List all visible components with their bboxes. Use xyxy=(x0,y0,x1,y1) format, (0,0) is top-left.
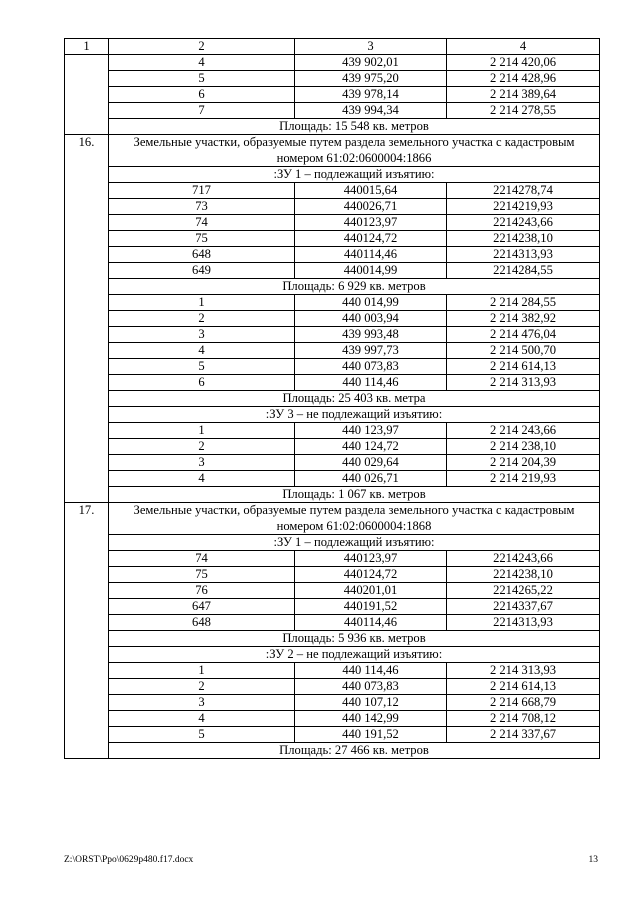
coord-y: 2214313,93 xyxy=(447,247,600,263)
coord-y: 2214243,66 xyxy=(447,551,600,567)
point-number: 5 xyxy=(109,359,295,375)
area-label: Площадь: 25 403 кв. метра xyxy=(109,391,600,407)
coord-y: 2 214 313,93 xyxy=(447,663,600,679)
table-row xyxy=(65,439,600,455)
coord-y: 2 214 500,70 xyxy=(447,343,600,359)
table-row xyxy=(65,263,600,279)
table-row xyxy=(65,343,600,359)
area-label: Площадь: 1 067 кв. метров xyxy=(109,487,600,503)
point-number: 1 xyxy=(109,423,295,439)
section-number: 16. xyxy=(65,135,109,503)
point-number: 2 xyxy=(109,311,295,327)
table-row xyxy=(65,215,600,231)
coord-x: 439 978,14 xyxy=(295,87,447,103)
coord-y: 2 214 389,64 xyxy=(447,87,600,103)
section-title: Земельные участки, образуемые путем раздела земельного участка с кадастровым номером 61:02:0600004:1868 xyxy=(109,503,600,535)
table-row xyxy=(65,183,600,199)
coord-y: 2 214 428,96 xyxy=(447,71,600,87)
table-row xyxy=(65,663,600,679)
point-number: 717 xyxy=(109,183,295,199)
section-number-cell xyxy=(65,55,109,135)
coord-y: 2 214 219,93 xyxy=(447,471,600,487)
area-label: Площадь: 27 466 кв. метров xyxy=(109,743,600,759)
coord-x: 440 114,46 xyxy=(295,663,447,679)
coord-x: 440 014,99 xyxy=(295,295,447,311)
coord-x: 440124,72 xyxy=(295,567,447,583)
point-number: 3 xyxy=(109,695,295,711)
coord-x: 440 073,83 xyxy=(295,359,447,375)
coord-y: 2 214 238,10 xyxy=(447,439,600,455)
coord-y: 2 214 204,39 xyxy=(447,455,600,471)
footer-file-path: Z:\ORST\Ppo\0629p480.f17.docx xyxy=(64,855,194,865)
point-number: 6 xyxy=(109,375,295,391)
subsection-label: :ЗУ 3 – не подлежащий изъятию: xyxy=(109,407,600,423)
section-title-row xyxy=(65,503,600,535)
point-number: 649 xyxy=(109,263,295,279)
table-row xyxy=(65,71,600,87)
header-cell: 1 xyxy=(65,39,109,55)
point-number: 5 xyxy=(109,71,295,87)
table-row xyxy=(65,471,600,487)
coord-x: 440123,97 xyxy=(295,215,447,231)
table-row xyxy=(65,551,600,567)
coord-x: 440014,99 xyxy=(295,263,447,279)
subsection-label: :ЗУ 1 – подлежащий изъятию: xyxy=(109,167,600,183)
point-number: 4 xyxy=(109,711,295,727)
table-row xyxy=(65,55,600,71)
footer-page-number: 13 xyxy=(588,855,598,865)
table-row xyxy=(65,327,600,343)
table-row xyxy=(65,311,600,327)
coordinates-table xyxy=(64,38,600,759)
coord-y: 2 214 708,12 xyxy=(447,711,600,727)
coord-y: 2 214 614,13 xyxy=(447,679,600,695)
table-row xyxy=(65,711,600,727)
table-row xyxy=(65,103,600,119)
coord-x: 439 975,20 xyxy=(295,71,447,87)
area-row xyxy=(65,391,600,407)
subsection-label: :ЗУ 2 – не подлежащий изъятию: xyxy=(109,647,600,663)
point-number: 73 xyxy=(109,199,295,215)
coord-x: 440 073,83 xyxy=(295,679,447,695)
subsection-label-row xyxy=(65,647,600,663)
table-row xyxy=(65,727,600,743)
coord-y: 2 214 284,55 xyxy=(447,295,600,311)
coord-x: 440114,46 xyxy=(295,247,447,263)
table-row xyxy=(65,679,600,695)
point-number: 3 xyxy=(109,455,295,471)
point-number: 3 xyxy=(109,327,295,343)
point-number: 2 xyxy=(109,679,295,695)
point-number: 1 xyxy=(109,295,295,311)
area-row xyxy=(65,487,600,503)
table-row xyxy=(65,359,600,375)
subsection-label-row xyxy=(65,167,600,183)
subsection-label-row xyxy=(65,535,600,551)
area-row xyxy=(65,119,600,135)
point-number: 6 xyxy=(109,87,295,103)
area-row xyxy=(65,279,600,295)
header-cell: 4 xyxy=(447,39,600,55)
coord-x: 440 114,46 xyxy=(295,375,447,391)
coord-x: 440 191,52 xyxy=(295,727,447,743)
header-cell: 2 xyxy=(109,39,295,55)
table-row xyxy=(65,247,600,263)
coord-y: 2214243,66 xyxy=(447,215,600,231)
table-body xyxy=(65,39,600,759)
coord-y: 2 214 313,93 xyxy=(447,375,600,391)
table-row xyxy=(65,599,600,615)
section-title-row xyxy=(65,135,600,167)
coord-x: 440124,72 xyxy=(295,231,447,247)
point-number: 4 xyxy=(109,343,295,359)
coord-y: 2 214 278,55 xyxy=(447,103,600,119)
point-number: 2 xyxy=(109,439,295,455)
table-row xyxy=(65,199,600,215)
coord-x: 440123,97 xyxy=(295,551,447,567)
point-number: 76 xyxy=(109,583,295,599)
coord-x: 440 029,64 xyxy=(295,455,447,471)
coord-x: 440 003,94 xyxy=(295,311,447,327)
coord-x: 440026,71 xyxy=(295,199,447,215)
coord-y: 2214337,67 xyxy=(447,599,600,615)
coord-y: 2214278,74 xyxy=(447,183,600,199)
point-number: 75 xyxy=(109,231,295,247)
area-row xyxy=(65,631,600,647)
coord-x: 440 123,97 xyxy=(295,423,447,439)
coord-y: 2 214 420,06 xyxy=(447,55,600,71)
coord-x: 440 026,71 xyxy=(295,471,447,487)
coord-x: 439 994,34 xyxy=(295,103,447,119)
coord-x: 439 993,48 xyxy=(295,327,447,343)
coord-y: 2214238,10 xyxy=(447,567,600,583)
area-label: Площадь: 5 936 кв. метров xyxy=(109,631,600,647)
coord-y: 2214284,55 xyxy=(447,263,600,279)
area-label: Площадь: 6 929 кв. метров xyxy=(109,279,600,295)
coord-x: 439 902,01 xyxy=(295,55,447,71)
coord-x: 440191,52 xyxy=(295,599,447,615)
table-row xyxy=(65,455,600,471)
coord-y: 2 214 476,04 xyxy=(447,327,600,343)
coord-y: 2 214 337,67 xyxy=(447,727,600,743)
coord-y: 2 214 614,13 xyxy=(447,359,600,375)
table-row xyxy=(65,295,600,311)
table-row xyxy=(65,567,600,583)
section-title: Земельные участки, образуемые путем раздела земельного участка с кадастровым номером 61:02:0600004:1866 xyxy=(109,135,600,167)
area-label: Площадь: 15 548 кв. метров xyxy=(109,119,600,135)
point-number: 7 xyxy=(109,103,295,119)
table-row xyxy=(65,583,600,599)
subsection-label-row xyxy=(65,407,600,423)
point-number: 74 xyxy=(109,215,295,231)
point-number: 74 xyxy=(109,551,295,567)
point-number: 1 xyxy=(109,663,295,679)
subsection-label: :ЗУ 1 – подлежащий изъятию: xyxy=(109,535,600,551)
table-row xyxy=(65,695,600,711)
point-number: 647 xyxy=(109,599,295,615)
coord-y: 2 214 668,79 xyxy=(447,695,600,711)
table-row xyxy=(65,423,600,439)
coord-y: 2214313,93 xyxy=(447,615,600,631)
table-row xyxy=(65,231,600,247)
point-number: 5 xyxy=(109,727,295,743)
point-number: 75 xyxy=(109,567,295,583)
coord-y: 2 214 243,66 xyxy=(447,423,600,439)
section-number: 17. xyxy=(65,503,109,759)
coord-x: 439 997,73 xyxy=(295,343,447,359)
coord-x: 440015,64 xyxy=(295,183,447,199)
coord-x: 440 124,72 xyxy=(295,439,447,455)
coord-x: 440 107,12 xyxy=(295,695,447,711)
point-number: 648 xyxy=(109,247,295,263)
coord-x: 440114,46 xyxy=(295,615,447,631)
coord-x: 440 142,99 xyxy=(295,711,447,727)
table-row xyxy=(65,87,600,103)
coord-y: 2214238,10 xyxy=(447,231,600,247)
area-row xyxy=(65,743,600,759)
coord-x: 440201,01 xyxy=(295,583,447,599)
header-cell: 3 xyxy=(295,39,447,55)
header-row xyxy=(65,39,600,55)
point-number: 4 xyxy=(109,471,295,487)
coord-y: 2214219,93 xyxy=(447,199,600,215)
point-number: 4 xyxy=(109,55,295,71)
coord-y: 2 214 382,92 xyxy=(447,311,600,327)
table-row xyxy=(65,375,600,391)
coord-y: 2214265,22 xyxy=(447,583,600,599)
point-number: 648 xyxy=(109,615,295,631)
table-row xyxy=(65,615,600,631)
